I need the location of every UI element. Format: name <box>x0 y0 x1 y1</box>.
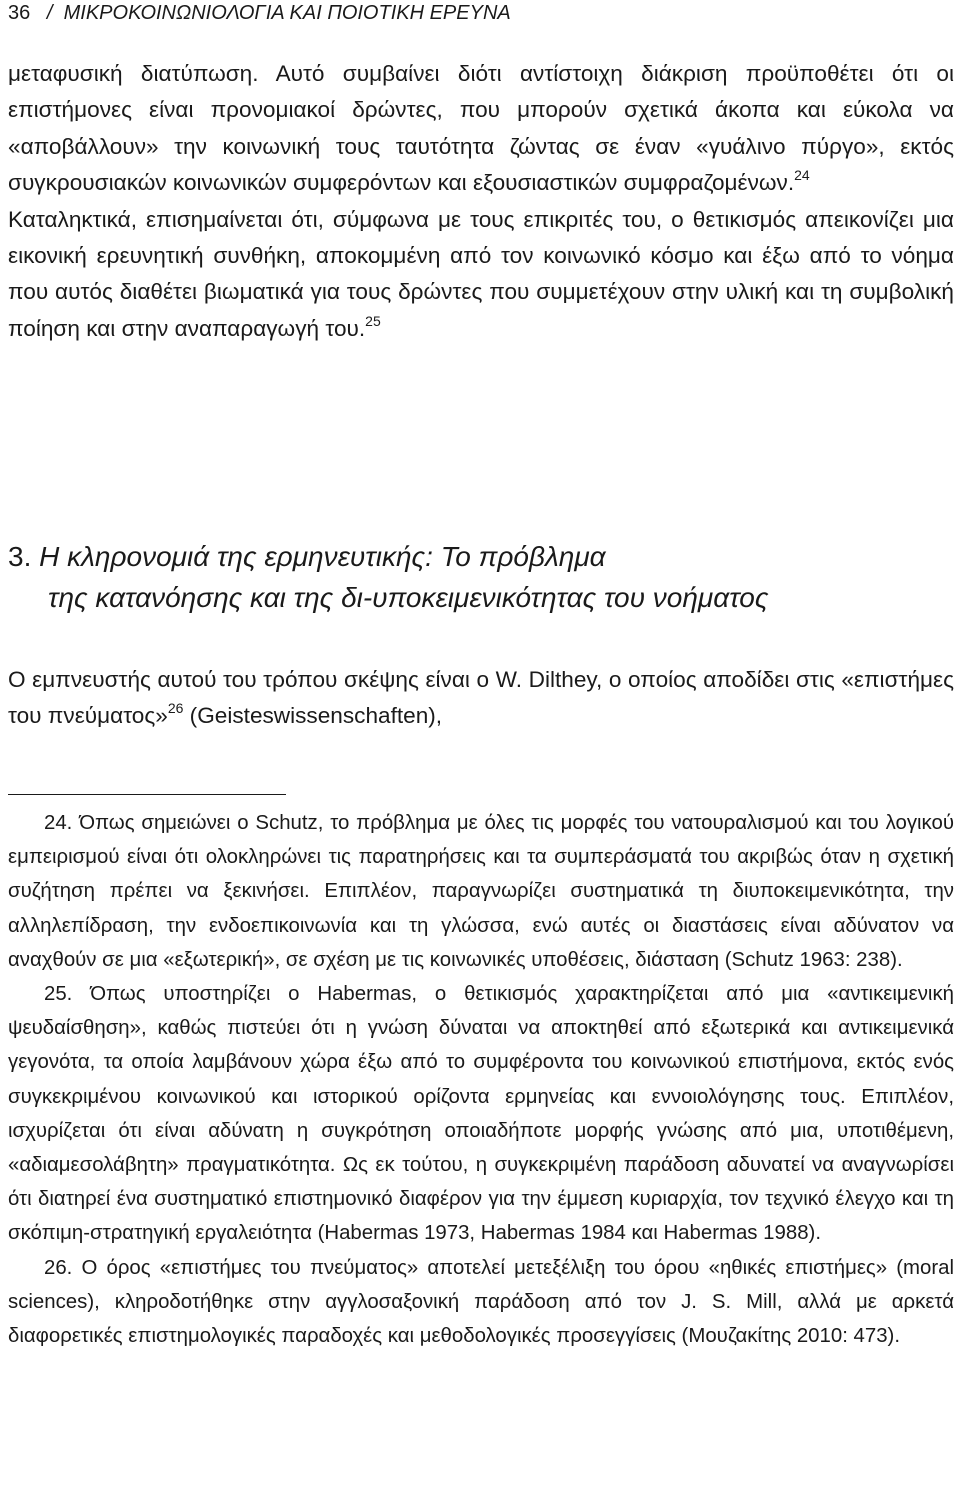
footnotes <box>8 806 954 1353</box>
section-title-line-1: Η κληρονομιά της ερμηνευτικής: Το πρόβλημα <box>39 541 606 572</box>
paragraph-3 <box>8 662 954 735</box>
footnote-number: 26. <box>44 1256 73 1279</box>
footnote-ref-24[interactable]: 24 <box>794 167 810 184</box>
body-text-block-1 <box>8 56 954 347</box>
paragraph-2 <box>8 202 954 348</box>
footnote-25 <box>8 977 954 1251</box>
page-number: 36 <box>8 2 31 24</box>
section-number: 3. <box>8 541 32 572</box>
footnote-number: 24. <box>44 812 73 834</box>
paragraph-2-text: Καταληκτικά, επισημαίνεται ότι, σύμφωνα με τους επικριτές του, ο θετικισμός απεικονίζει μια εικονική ερευνητική συνθήκη, αποκομμένη από τον κοινωνικό κόσμο και έξω από το νόημα που αυτός διαθέτει βιωματικά για τους δρώντες που συμμετέχουν στην υλική και τη συμβολική ποίηση και στην αναπαραγωγή του. <box>8 206 954 341</box>
paragraph-1 <box>8 56 954 202</box>
section-title-line-2: της κατανόησης και της δι-υποκειμενικότητας του νοήματος <box>48 582 769 613</box>
paragraph-1-text: μεταφυσική διατύπωση. Αυτό συμβαίνει διότι αντίστοιχη διάκριση προϋποθέτει ότι οι επιστήμονες είναι προνομιακοί δρώντες, που μπορούν σχετικά άκοπα και εύκολα να «αποβάλλουν» την κοινωνική τους ταυτότητα ζώντας σε έναν «γυάλινο πύργο», εκτός συγκρουσιακών κοινωνικών συμφερόντων και εξουσιαστικών συμφραζομένων. <box>8 61 954 196</box>
section-heading <box>8 536 954 618</box>
footnote-24 <box>8 806 954 977</box>
footnote-text: Όπως σημειώνει ο Schutz, το πρόβλημα με όλες τις μορφές του νατουραλισμού και του λογικού εμπειρισμού είναι ότι ολοκληρώνει τις παρατηρήσεις και τα συμπεράσματά του ακριβώς όταν η σχετική συζήτηση πρέπει να ξεκινήσει. Επιπλέον, παραγνωρίζει συστηματικά τη διυποκειμενικότητα, την αλληλεπίδραση, την ενδοεπικοινωνία και τη γλώσσα, ενώ αυτές οι διαστάσεις είναι αδύνατον να αναχθούν σε μια «εξωτερική», σε σχέση με τις κοινωνικές υποθέσεις, διάσταση (Schutz 1963: 238). <box>8 812 954 971</box>
running-head-title: ΜΙΚΡΟΚΟΙΝΩΝΙΟΛΟΓΙΑ ΚΑΙ ΠΟΙΟΤΙΚΗ ΕΡΕΥΝΑ <box>63 2 511 24</box>
footnote-number: 25. <box>44 983 73 1006</box>
footnote-separator <box>8 794 286 795</box>
footnote-text: Όπως υποστηρίζει ο Habermas, ο θετικισμός χαρακτηρίζεται από μια «αντικειμενική ψευδαίσθηση», καθώς πιστεύει ότι η γνώση δύναται να αποκτηθεί από εξωτερικά και αντικειμενικά γεγονότα, τα οποία λαμβάνουν χώρα έξω από το συμφέροντα του κοινωνικού επιστήμονα, εκτός ενός συγκεκριμένου κοινωνικού και ιστορικού ορίζοντα ερμηνείας και εννοιολόγησης τους. Επιπλέον, ισχυρίζεται ότι είναι αδύνατη η συγκρότηση οποιαδήποτε μορφής γνώσης από μια, υποτιθέμενη, «αδιαμεσολάβητη» πραγματικότητα. Ως εκ τούτου, η συγκεκριμένη παράδοση αδυνατεί να αναγνωρίσει ότι διατηρεί ένα συστηματικό επιστημονικό διαφέρον για την έμμεση κυριαρχία, τον τεχνικό έλεγχο και τη σκόπιμη-στρατηγική εργαλειότητα (Habermas 1973, Habermas 1984 και Habermas 1988). <box>8 983 954 1245</box>
footnote-ref-25[interactable]: 25 <box>365 312 381 329</box>
footnote-ref-26[interactable]: 26 <box>167 700 184 717</box>
paragraph-3-text: Ο εμπνευστής αυτού του τρόπου σκέψης είναι ο W. Dilthey, ο οποίος αποδίδει στις «επιστήμες του πνεύματος» <box>8 667 954 729</box>
body-text-block-2 <box>8 662 954 735</box>
running-head <box>8 1 511 25</box>
footnote-text: Ο όρος «επιστήμες του πνεύματος» αποτελεί μετεξέλιξη του όρου «ηθικές επιστήμες» (moral sciences), κληροδοτήθηκε στην αγγλοσαξονική παράδοση από τον J. S. Mill, αλλά με αρκετά διαφορετικές επιστημολογικές παραδοχές και μεθοδολογικές προσεγγίσεις (Μουζακίτης 2010: 473). <box>8 1256 954 1348</box>
footnote-26 <box>8 1251 954 1354</box>
paragraph-3-text-end: (Geisteswissenschaften), <box>183 703 443 729</box>
running-head-separator: / <box>46 2 53 24</box>
